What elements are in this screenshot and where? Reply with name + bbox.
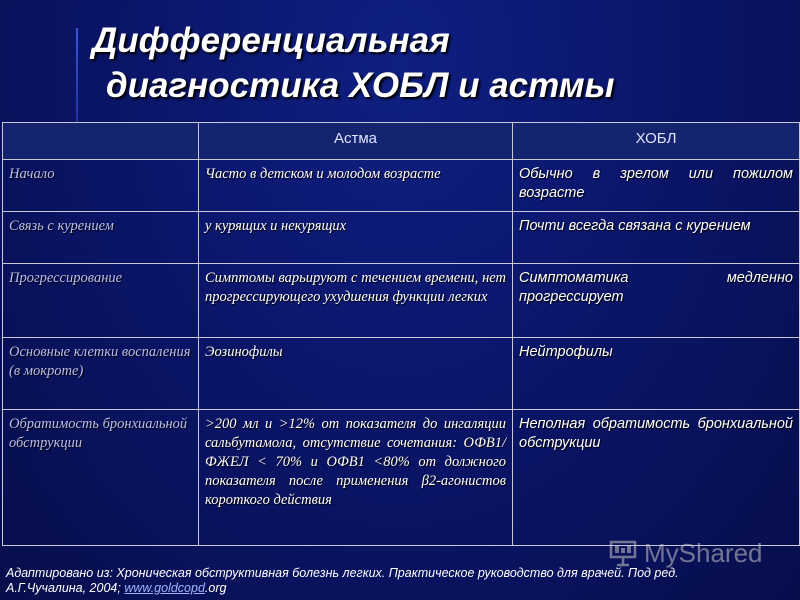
table-row [3,264,800,338]
watermark-text: MyShared [644,537,763,568]
row-label-reversibility: Обратимость бронхиальной обструкции [3,410,199,546]
footnote-author: А.Г.Чучалина, 2004; [6,581,125,595]
title-line-2: диагностика ХОБЛ и астмы [106,66,615,105]
table-row [3,338,800,410]
source-footnote [6,566,786,596]
copd-inflammation-cells: Нейтрофилы [513,338,800,410]
copd-progression: Симптоматика медленно прогрессирует [513,264,800,338]
row-label-onset: Начало [3,160,199,212]
header-asthma: Астма [199,123,513,160]
asthma-inflammation-cells: Эозинофилы [199,338,513,410]
table-row [3,212,800,264]
asthma-smoking: у курящих и некурящих [199,212,513,264]
copd-smoking: Почти всегда связана с курением [513,212,800,264]
slide-title [92,18,615,108]
presentation-board-icon [608,538,638,568]
header-copd: ХОБЛ [513,123,800,160]
title-accent-bar [76,28,78,123]
comparison-table [2,122,800,546]
table-row [3,410,800,546]
row-label-inflammation-cells: Основные клетки воспаления (в мокроте) [3,338,199,410]
asthma-onset: Часто в детском и молодом возрасте [199,160,513,212]
goldcopd-link[interactable]: www.goldcopd [124,581,205,595]
copd-reversibility: Неполная обратимость бронхиальной обструкции [513,410,800,546]
header-empty-cell [3,123,199,160]
asthma-progression: Симптомы варьируют с течением времени, нет прогрессирующего ухудшения функции легких [199,264,513,338]
title-line-1: Дифференциальная [92,21,450,60]
footnote-domain-suffix: .org [204,581,227,595]
table-header-row [3,123,800,160]
table-row [3,160,800,212]
row-label-smoking: Связь с курением [3,212,199,264]
watermark [608,536,798,570]
footnote-line-1: Адаптировано из: Хроническая обструктивная болезнь легких. Практическое руководство для врачей. Под ред. [6,566,679,580]
footnote-line-2 [6,581,786,596]
copd-onset: Обычно в зрелом или пожилом возрасте [513,160,800,212]
asthma-reversibility: >200 мл и >12% от показателя до ингаляции сальбутамола, отсутствие сочетания: ОФВ1/ФЖЕЛ < 70% и ОФВ1 <80% от должного показателя после применения β2-агонистов короткого действия [199,410,513,546]
row-label-progression: Прогрессирование [3,264,199,338]
